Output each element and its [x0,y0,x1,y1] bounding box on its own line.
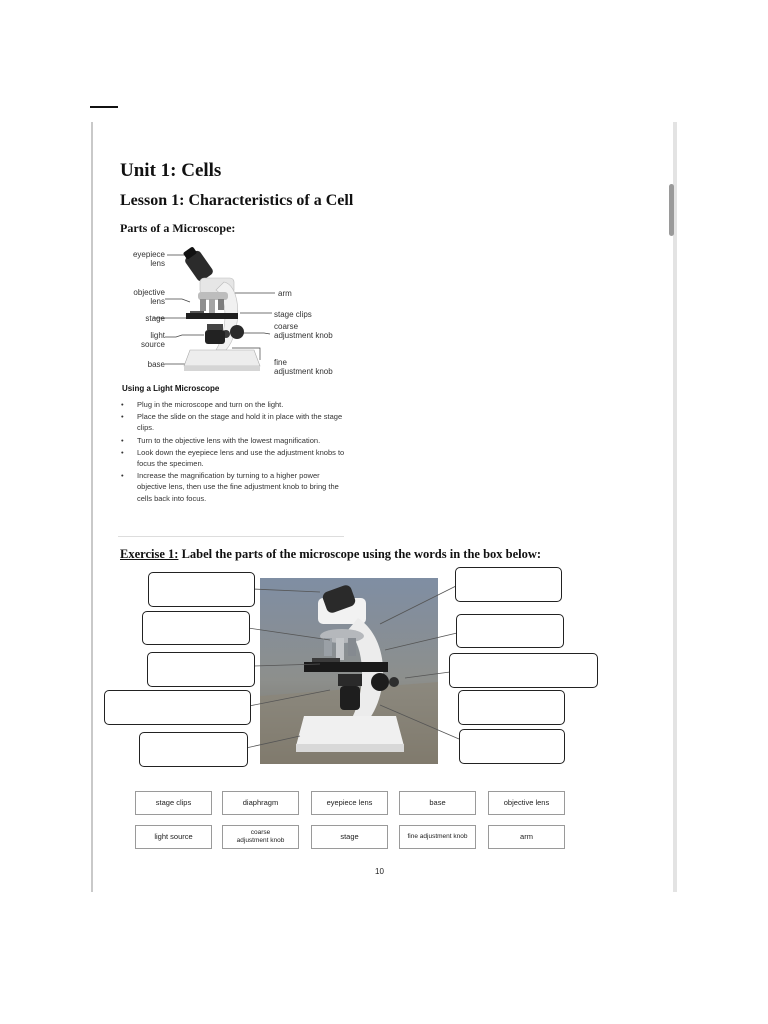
word-tile: base [399,791,476,815]
scrollbar-track[interactable] [673,122,677,892]
word-tile: eyepiece lens [311,791,388,815]
worksheet-page [91,122,677,892]
list-item: • Look down the eyepiece lens and use the adjustment knobs to focus the specimen. [118,447,346,469]
answer-box-left-3[interactable] [147,652,255,687]
answer-box-left-5[interactable] [139,732,248,767]
page-number: 10 [375,867,384,876]
answer-box-left-1[interactable] [148,572,255,607]
word-tile: arm [488,825,565,849]
word-tile: light source [135,825,212,849]
diagram-label-base: base [147,360,165,369]
microscope-steps-list [118,399,346,505]
list-item: • Place the slide on the stage and hold it in place with the stage clips. [118,411,346,433]
answer-box-right-5[interactable] [459,729,565,764]
diagram-label-stage: stage [145,314,165,323]
list-item: • Turn to the objective lens with the lowest magnification. [118,435,346,446]
divider [118,536,344,537]
exercise-text: Label the parts of the microscope using the words in the box below: [178,547,542,561]
list-item: • Increase the magnification by turning to a higher power objective lens, then use the fine adjustment knob to bring the cells back into focus. [118,470,346,504]
exercise-label: Exercise 1: [120,547,179,561]
scrollbar-thumb[interactable] [669,184,674,236]
diagram-label-arm: arm [278,289,292,298]
word-tile: stage [311,825,388,849]
diagram-label-coarse-knob: coarse adjustment knob [274,322,333,340]
lesson-title: Lesson 1: Characteristics of a Cell [120,192,354,209]
page-left-edge [91,122,93,892]
diagram-label-light-source: light source [140,331,165,349]
diagram-label-eyepiece: eyepiece lens [132,250,165,268]
exercise-instruction [120,547,541,562]
answer-box-left-4[interactable] [104,690,251,725]
parts-of-microscope-heading: Parts of a Microscope: [120,221,236,235]
unit-title: Unit 1: Cells [120,160,222,181]
answer-box-right-1[interactable] [455,567,562,602]
answer-box-right-3[interactable] [449,653,598,688]
answer-box-left-2[interactable] [142,611,250,645]
microscope-photo [260,578,438,764]
word-tile: fine adjustment knob [399,825,476,849]
using-light-microscope-heading: Using a Light Microscope [122,384,220,393]
word-tile: stage clips [135,791,212,815]
answer-box-right-2[interactable] [456,614,564,648]
word-tile: objective lens [488,791,565,815]
top-dash-mark [90,106,118,108]
list-item: • Plug in the microscope and turn on the light. [118,399,346,410]
diagram-label-fine-knob: fine adjustment knob [274,358,333,376]
word-tile: coarse adjustment knob [222,825,299,849]
answer-box-right-4[interactable] [458,690,565,725]
diagram-label-stage-clips: stage clips [274,310,312,319]
diagram-label-objective: objective lens [133,288,165,306]
word-tile: diaphragm [222,791,299,815]
